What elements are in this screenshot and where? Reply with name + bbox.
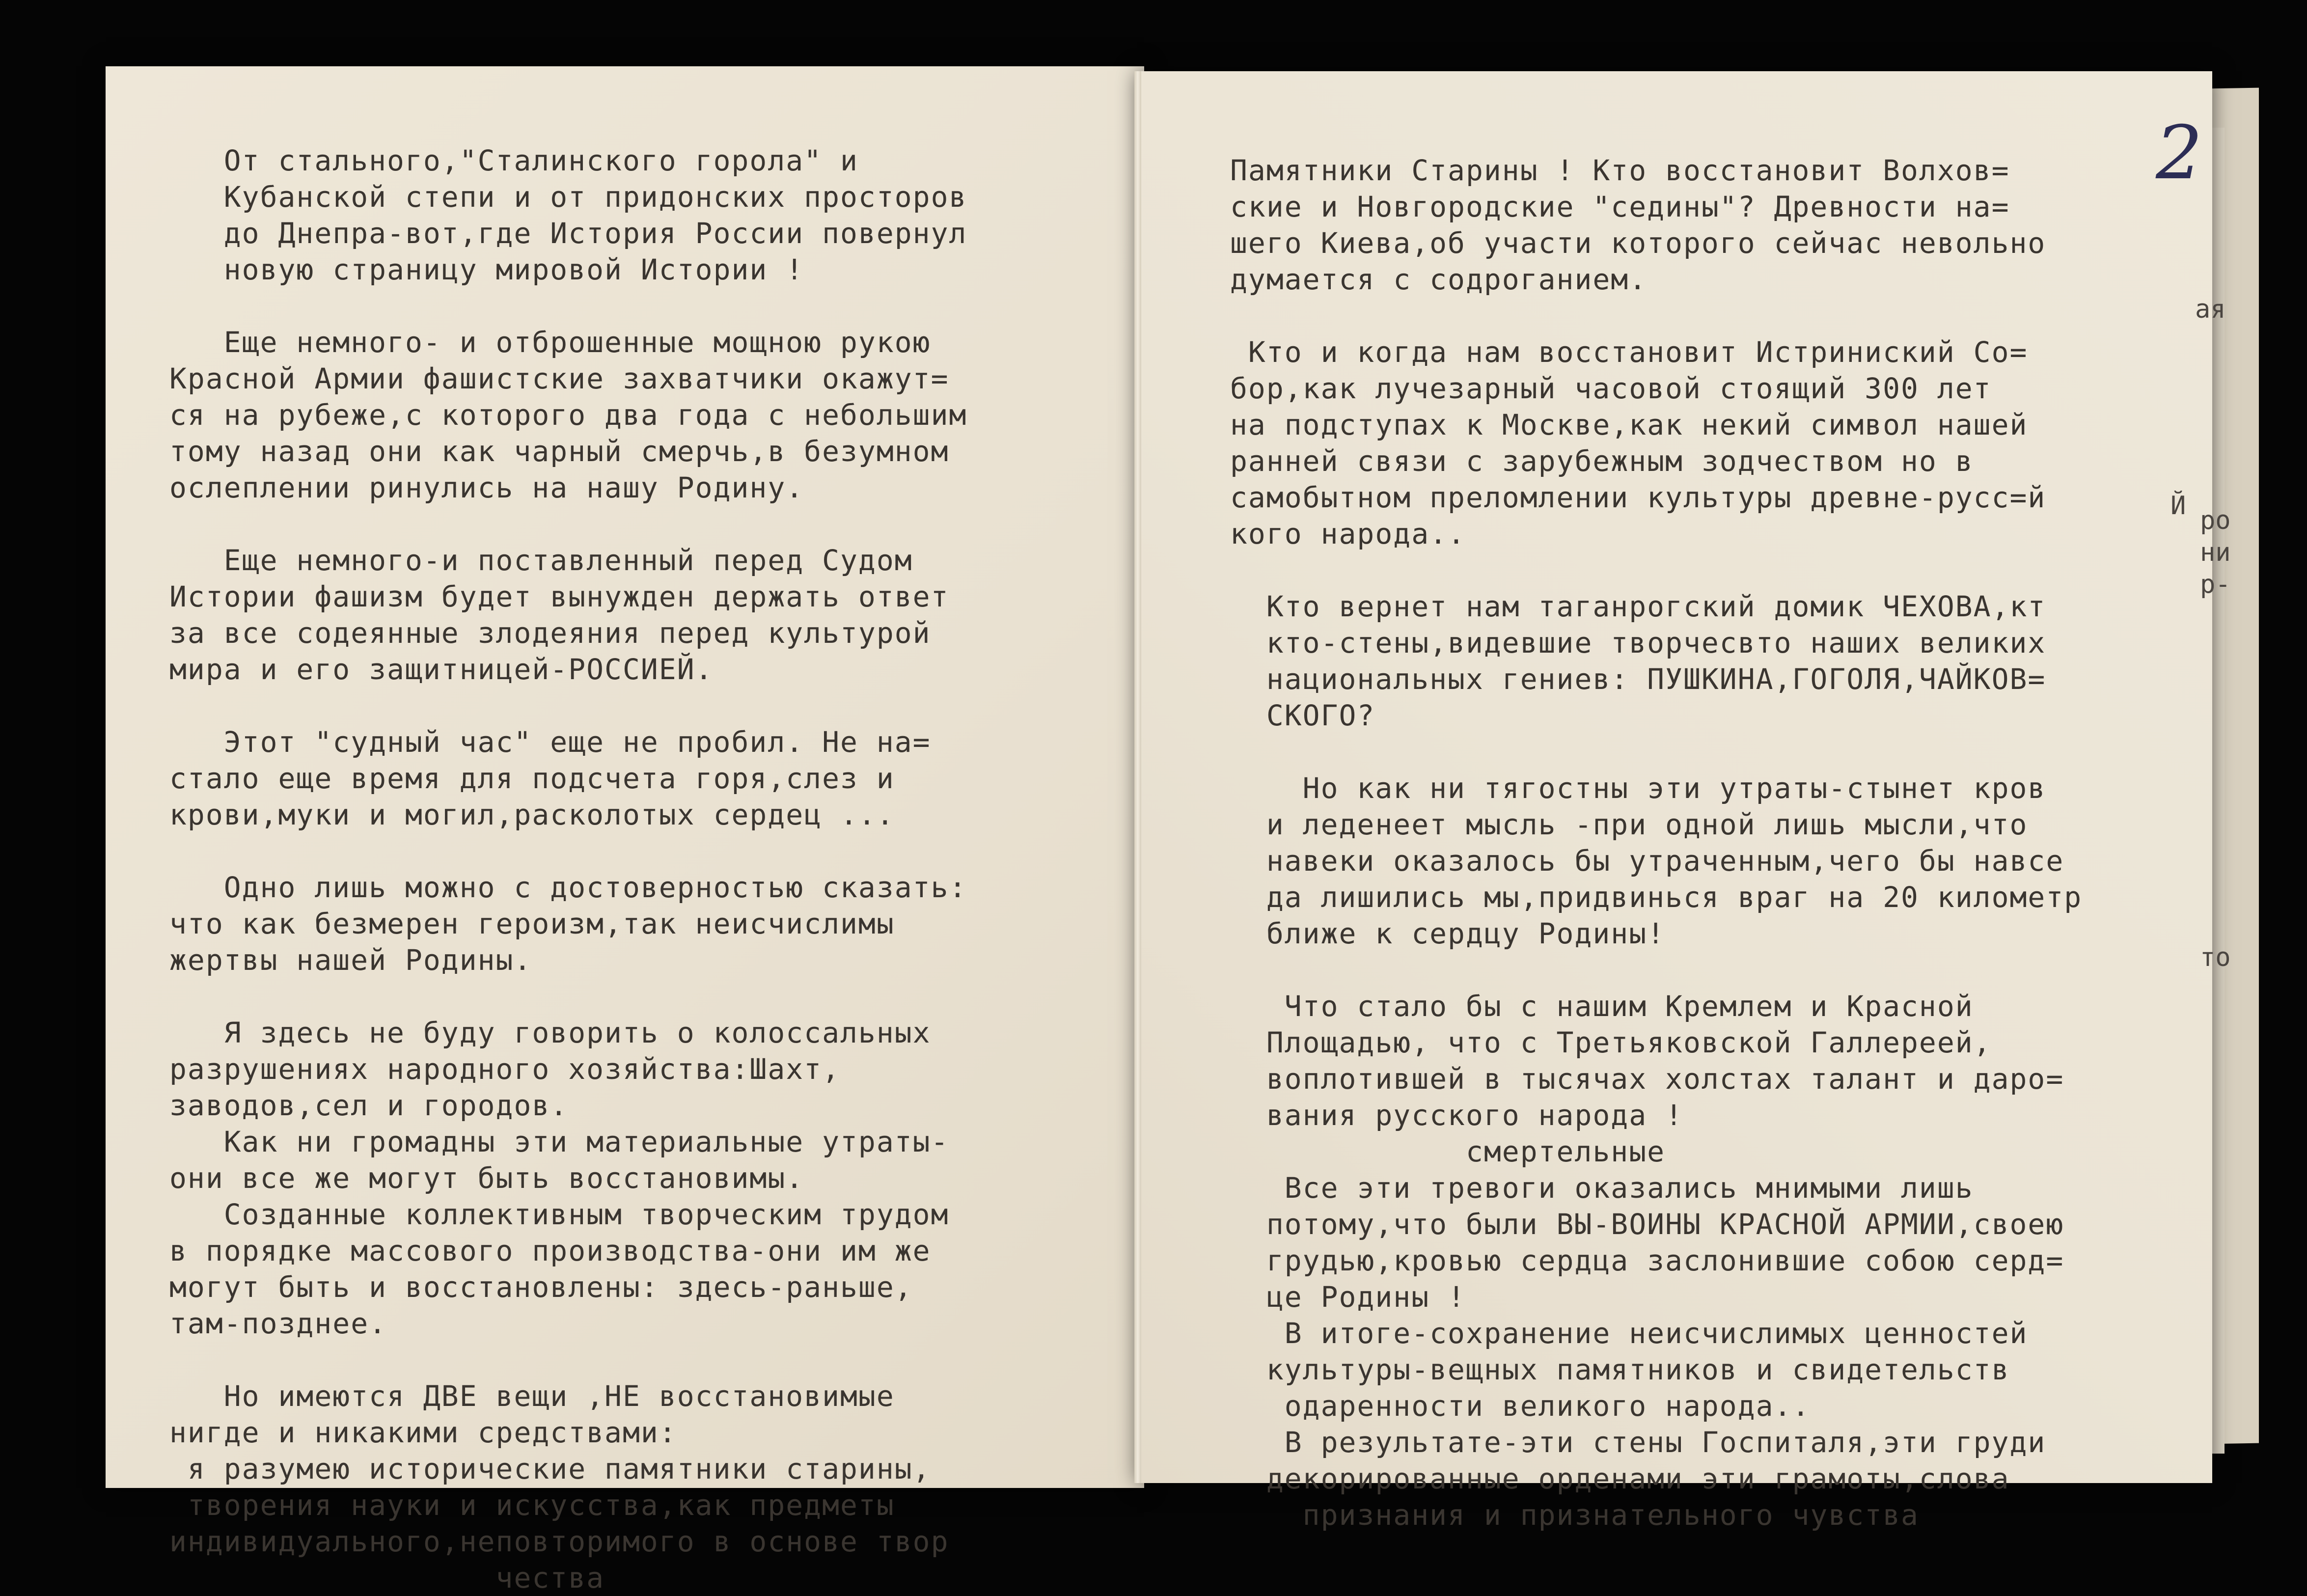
- right-page-line: Но как ни тягостны эти утраты-стынет кров: [1230, 771, 2046, 805]
- left-page-line: жертвы нашей Родины.: [169, 943, 532, 977]
- right-page-line: признания и признательного чувства: [1230, 1498, 1919, 1532]
- right-page-line: декорированные орденами эти грамоты,слова: [1230, 1462, 2010, 1495]
- left-page-line: чества: [169, 1561, 605, 1595]
- right-page-line: Кто и когда нам восстановит Истриниский Со=: [1230, 335, 2028, 369]
- left-page-line: [169, 1342, 967, 1378]
- right-page-line: грудью,кровью сердца заслонившие собою серд=: [1230, 1244, 2064, 1277]
- right-page-line: воплотившей в тысячах холстах талант и даро=: [1230, 1062, 2064, 1096]
- left-page-line: до Днепра-вот,где История России повернул: [169, 217, 967, 250]
- left-page-line: ся на рубеже,с которого два года с небольшим: [169, 398, 967, 432]
- left-page-line: в порядке массового производства-они им же: [169, 1234, 931, 1267]
- right-page-line: и леденеет мысль -при одной лишь мысли,что: [1230, 808, 2028, 841]
- right-page-line: культуры-вещных памятников и свидетельств: [1230, 1353, 2010, 1386]
- left-page-line: я разумею исторические памятники старины,: [169, 1452, 931, 1486]
- left-page-text: [169, 142, 967, 1596]
- right-page-text: [1230, 152, 2082, 1533]
- left-page-line: Кубанской степи и от придонских просторов: [169, 180, 967, 214]
- left-page-line: Еще немного- и отброшенные мощною рукою: [169, 326, 931, 359]
- left-page-line: заводов,сел и городов.: [169, 1089, 569, 1122]
- right-page-line: одаренности великого народа..: [1230, 1389, 1811, 1423]
- right-page-line: ские и Новгородские "седины"? Древности на=: [1230, 190, 2010, 223]
- right-page-line: кто-стены,видевшие творчесвто наших великих: [1230, 626, 2046, 660]
- right-page-line: да лишились мы,придвинься враг на 20 километр: [1230, 881, 2083, 914]
- right-page-line: Кто вернет нам таганрогский домик ЧЕХОВА,кт: [1230, 590, 2046, 623]
- margin-fragment: то: [2200, 943, 2231, 972]
- left-page-line: они все же могут быть восстановимы.: [169, 1161, 804, 1195]
- right-page-line: потому,что были ВЫ-ВОИНЫ КРАСНОЙ АРМИИ,своею: [1230, 1208, 2064, 1241]
- left-page-line: Но имеются ДВЕ вещи ,НЕ восстановимые: [169, 1379, 895, 1413]
- page-number: 2: [2156, 110, 2203, 196]
- right-page-line: вания русского народа !: [1230, 1099, 1683, 1132]
- right-page-line: ближе к сердцу Родины!: [1230, 917, 1666, 950]
- left-page-line: что как безмерен героизм,так неисчислимы: [169, 907, 895, 940]
- left-page-line: мира и его защитницей-РОССИЕЙ.: [169, 653, 714, 686]
- right-page-line: [1230, 298, 2082, 334]
- margin-fragment: ро: [2200, 506, 2231, 535]
- right-page-line: самобытном преломлении культуры древне-русс=й: [1230, 481, 2046, 514]
- right-page-line: навеки оказалось бы утраченным,чего бы навсе: [1230, 844, 2064, 878]
- left-page-line: От стального,"Сталинского горола" и: [169, 144, 858, 177]
- margin-fragment: Й: [2170, 491, 2186, 521]
- right-page-line: бор,как лучезарный часовой стоящий 300 лет: [1230, 372, 1992, 405]
- right-page-line: [1230, 552, 2082, 588]
- right-page-line: це Родины !: [1230, 1280, 1466, 1314]
- left-page-line: за все содеянные злодеяния перед культурой: [169, 616, 931, 650]
- left-page-line: индивидуального,неповторимого в основе твор: [169, 1525, 949, 1558]
- left-page-line: [169, 688, 967, 724]
- right-page-line: СКОГО?: [1230, 699, 1375, 732]
- right-page-line: Все эти тревоги оказались мнимыми лишь: [1230, 1171, 1974, 1205]
- right-page-line: Памятники Старины ! Кто восстановит Волхов=: [1230, 154, 2010, 187]
- left-page-line: новую страницу мировой Истории !: [169, 253, 804, 286]
- right-page-line: национальных гениев: ПУШКИНА,ГОГОЛЯ,ЧАЙКОВ=: [1230, 662, 2046, 696]
- margin-fragment: ни: [2200, 538, 2231, 567]
- right-page-line: [1230, 952, 2082, 988]
- left-page-line: тому назад они как чарный смерчь,в безумном: [169, 435, 949, 468]
- left-page-line: нигде и никакими средствами:: [169, 1416, 677, 1449]
- page-fold: [1134, 71, 1141, 1483]
- right-page-line: В итоге-сохранение неисчислимых ценностей: [1230, 1317, 2028, 1350]
- right-page-line: кого народа..: [1230, 517, 1466, 550]
- left-page-line: творения науки и искусства,как предметы: [169, 1488, 895, 1522]
- left-page-line: [169, 288, 967, 324]
- right-page-line: [1230, 734, 2082, 770]
- right-page-line: смертельные: [1230, 1135, 1666, 1168]
- left-page-line: разрушениях народного хозяйства:Шахт,: [169, 1052, 841, 1086]
- left-page-line: [169, 833, 967, 869]
- right-page-line: Что стало бы с нашим Кремлем и Красной: [1230, 990, 1974, 1023]
- left-page-line: [169, 978, 967, 1015]
- right-page-line: ранней связи с зарубежным зодчеством но в: [1230, 444, 1974, 478]
- left-page-line: могут быть и восстановлены: здесь-раньше,: [169, 1270, 913, 1304]
- left-page-line: [169, 506, 967, 542]
- left-page-line: Этот "судный час" еще не пробил. Не на=: [169, 725, 931, 759]
- left-page-line: там-позднее.: [169, 1307, 387, 1340]
- right-page-line: думается с содроганием.: [1230, 263, 1648, 296]
- left-page-line: стало еще время для подсчета горя,слез и: [169, 762, 895, 795]
- left-page-line: крови,муки и могил,расколотых сердец ...: [169, 798, 895, 831]
- left-page-line: Как ни громадны эти материальные утраты-: [169, 1125, 949, 1158]
- margin-fragment: ая: [2195, 295, 2226, 324]
- left-page-line: Созданные коллективным творческим трудом: [169, 1198, 949, 1231]
- right-page-line: В результате-эти стены Госпиталя,эти груди: [1230, 1426, 2046, 1459]
- left-page-line: Я здесь не буду говорить о колоссальных: [169, 1016, 931, 1049]
- left-page-line: Еще немного-и поставленный перед Судом: [169, 544, 913, 577]
- left-page-line: Одно лишь можно с достоверностью сказать:: [169, 871, 967, 904]
- left-page-line: ослеплении ринулись на нашу Родину.: [169, 471, 804, 504]
- left-page-line: Красной Армии фашистские захватчики окажут=: [169, 362, 949, 395]
- right-page-line: Площадью, что с Третьяковской Галлереей,: [1230, 1026, 1992, 1059]
- right-page-line: на подступах к Москве,как некий символ нашей: [1230, 408, 2028, 441]
- margin-fragment: р-: [2200, 570, 2231, 599]
- right-page-line: шего Киева,об участи которого сейчас невольно: [1230, 226, 2046, 260]
- left-page-line: Истории фашизм будет вынужден держать ответ: [169, 580, 949, 613]
